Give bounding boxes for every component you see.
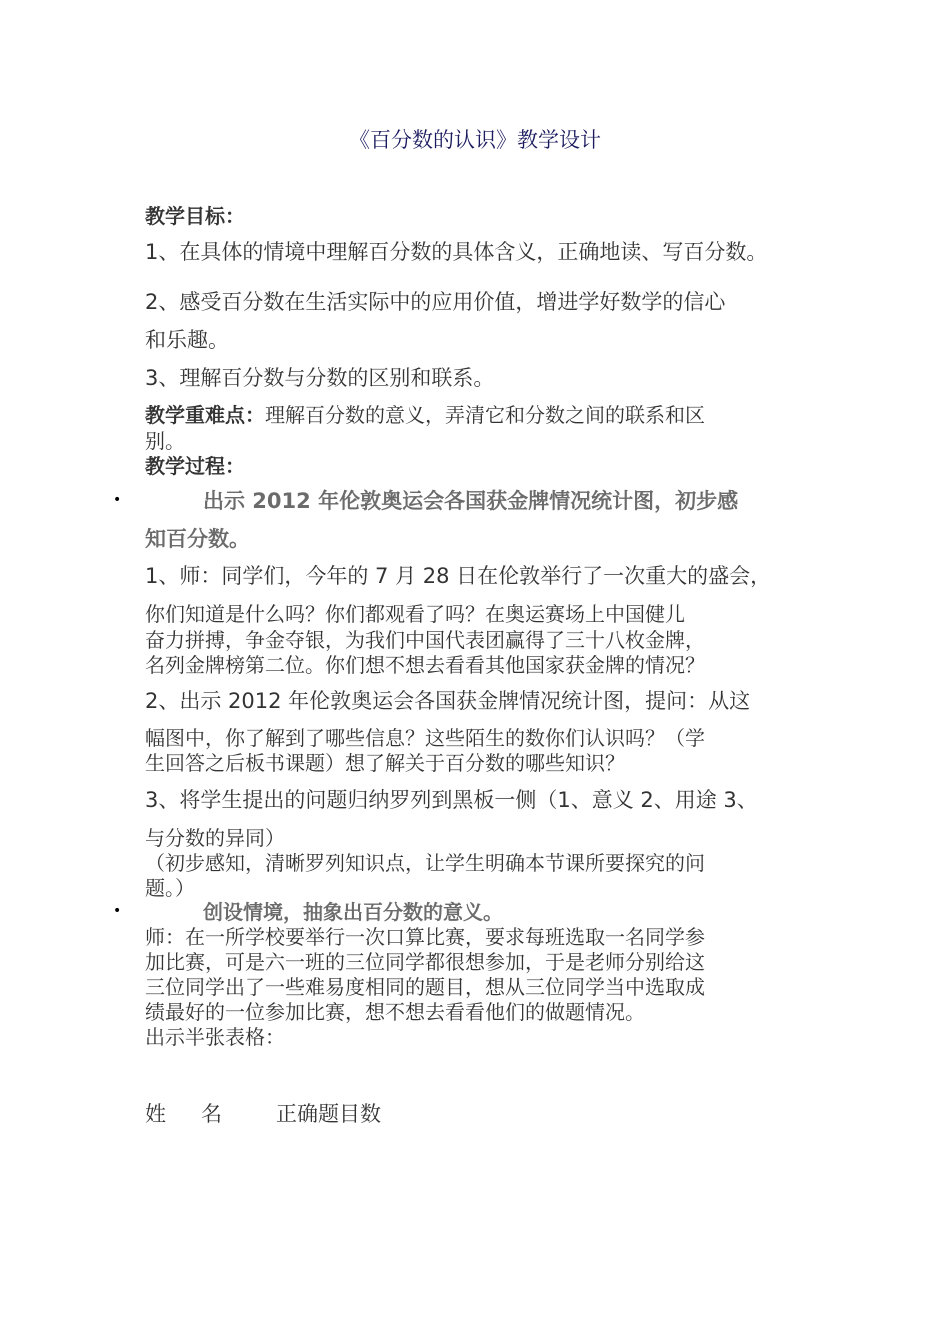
process-heading: 教学过程： — [145, 454, 245, 478]
key-points — [145, 399, 705, 428]
step-3-line3: （初步感知，清晰罗列知识点，让学生明确本节课所要探究的问 — [145, 851, 705, 875]
step-2-line1: 2、出示 2012 年伦敦奥运会各国获金牌情况统计图，提问：从这 — [145, 689, 751, 713]
paragraph-line4: 绩最好的一位参加比赛，想不想去看看他们的做题情况。 — [145, 1000, 645, 1024]
paragraph-line3: 三位同学出了一些难易度相同的题目，想从三位同学当中选取成 — [145, 975, 705, 999]
step-3-line4: 题。） — [145, 876, 195, 900]
key-points-label: 教学重难点： — [145, 403, 265, 427]
table-header-correct-count: 正确题目数 — [276, 1102, 381, 1126]
paragraph-line5: 出示半张表格： — [145, 1025, 285, 1049]
objective-2-line2: 和乐趣。 — [145, 328, 229, 352]
objective-1: 1、在具体的情境中理解百分数的具体含义，正确地读、写百分数。 — [145, 240, 768, 264]
objective-3: 3、理解百分数与分数的区别和联系。 — [145, 366, 495, 390]
step-3-line1: 3、将学生提出的问题归纳罗列到黑板一侧（1、意义 2、用途 3、 — [145, 788, 758, 812]
table-header-name-1: 姓 — [145, 1102, 166, 1126]
section-2-heading: 创设情境，抽象出百分数的意义。 — [203, 900, 503, 924]
step-1-line3: 奋力拼搏，争金夺银，为我们中国代表团赢得了三十八枚金牌， — [145, 628, 705, 652]
key-points-line2: 别。 — [145, 429, 185, 453]
step-1-line2: 你们知道是什么吗？你们都观看了吗？在奥运赛场上中国健儿 — [145, 602, 685, 626]
step-1-line4: 名列金牌榜第二位。你们想不想去看看其他国家获金牌的情况？ — [145, 653, 705, 677]
paragraph-line1: 师：在一所学校要举行一次口算比赛，要求每班选取一名同学参 — [145, 925, 705, 949]
step-3-line2: 与分数的异同） — [145, 826, 285, 850]
step-2-line3: 生回答之后板书课题）想了解关于百分数的哪些知识？ — [145, 751, 625, 775]
step-2-line2: 幅图中，你了解到了哪些信息？这些陌生的数你们认识吗？（学 — [145, 726, 705, 750]
step-1-line1: 1、师：同学们，今年的 7 月 28 日在伦敦举行了一次重大的盛会， — [145, 564, 772, 588]
bullet-marker: • — [113, 492, 122, 508]
section-1-heading-line2: 知百分数。 — [145, 527, 250, 551]
section-1-heading: 出示 2012 年伦敦奥运会各国获金牌情况统计图，初步感 — [203, 489, 739, 513]
objectives-heading: 教学目标： — [145, 204, 245, 228]
key-points-text: 理解百分数的意义，弄清它和分数之间的联系和区 — [265, 403, 705, 427]
objective-2-line1: 2、感受百分数在生活实际中的应用价值，增进学好数学的信心 — [145, 290, 726, 314]
table-header-name-2: 名 — [201, 1102, 222, 1126]
bullet-marker: • — [113, 903, 122, 919]
paragraph-line2: 加比赛，可是六一班的三位同学都很想参加，于是老师分别给这 — [145, 950, 705, 974]
document-title: 《百分数的认识》教学设计 — [349, 128, 601, 152]
